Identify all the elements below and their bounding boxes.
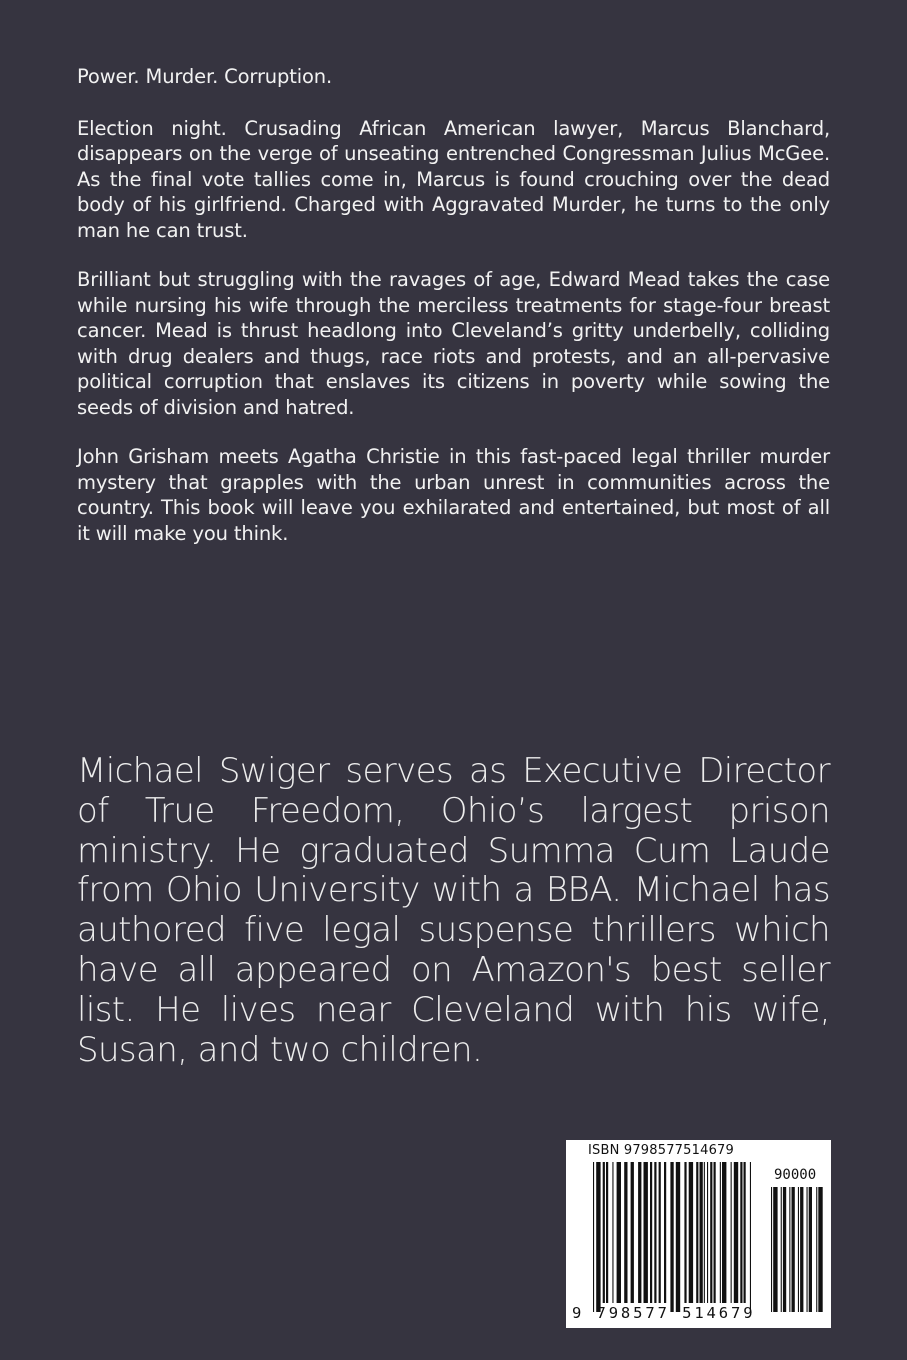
barcode-bar (710, 1162, 712, 1303)
price-addon-bars (771, 1187, 823, 1312)
barcode-bar (734, 1162, 738, 1303)
barcode-bar (783, 1187, 786, 1312)
barcode-bar (684, 1162, 686, 1303)
barcode-bar (773, 1187, 777, 1312)
isbn-digits: 9 798577 514679 (572, 1304, 756, 1322)
barcode-bar (744, 1162, 746, 1303)
barcode-bar (700, 1162, 703, 1303)
barcode-bar (596, 1162, 600, 1312)
barcode-bar (740, 1162, 742, 1303)
author-bio: Michael Swiger serves as Executive Director of True Freedom, Ohio’s largest prison ministry. He graduated Summa Cum Laude from Ohio University with a BBA. Michael has authored five legal suspense thrillers which have all appeared on Amazon's best seller list. He lives near Cleveland with his wife, Susan, and two children. (77, 751, 830, 1070)
barcode-bar (707, 1162, 708, 1303)
barcode-bar (771, 1187, 772, 1312)
blurb-paragraph-3: John Grisham meets Agatha Christie in this fast-paced legal thriller murder mystery that grapples with the urban unrest in communities across the country. This book will leave you exhilarated and entertained, but most of all it will make you think. (77, 445, 830, 545)
blurb-paragraph-2: Brilliant but struggling with the ravages of age, Edward Mead takes the case while nursing his wife through the merciless treatments for stage-four breast cancer. Mead is thrust headlong into Cleveland’s gritty underbelly, colliding with drug dealers and thugs, race riots and protests, and an all-pervasive political corruption that enslaves its citizens in poverty while sowing the seeds of division and hatred. (77, 268, 830, 419)
barcode-bar (809, 1187, 812, 1312)
barcode-bar (624, 1162, 627, 1303)
isbn-label: ISBN 9798577514679 (588, 1143, 734, 1158)
barcode-bar (750, 1162, 751, 1312)
barcode-bar (638, 1162, 641, 1303)
barcode-bar (789, 1187, 790, 1312)
barcode-bar (818, 1187, 822, 1312)
barcode-bar (696, 1162, 698, 1303)
blurb-paragraph-1: Election night. Crusading African American lawyer, Marcus Blanchard, disappears on the verge of unseating entrenched Congressman Julius McGee. As the final vote tallies come in, Marcus is found crouching over the dead body of his girlfriend. Charged with Aggravated Murder, he turns to the only man he can trust. (77, 116, 830, 242)
barcode-bar (617, 1162, 621, 1303)
isbn-barcode (566, 1140, 831, 1328)
barcode-bar (631, 1162, 634, 1303)
barcode-bar (650, 1162, 652, 1303)
barcode-bar (612, 1162, 613, 1303)
barcode-bar (603, 1162, 605, 1303)
barcode-bar (644, 1162, 648, 1303)
barcode-bar (714, 1162, 716, 1303)
barcode-bar (807, 1187, 808, 1312)
barcode-bar (606, 1162, 608, 1303)
barcode-bar (670, 1162, 673, 1312)
price-code: 90000 (774, 1167, 817, 1183)
main-barcode-bars (593, 1162, 751, 1312)
barcode-bar (659, 1162, 661, 1303)
barcode-bar (781, 1187, 782, 1312)
barcode-bar (731, 1162, 732, 1303)
barcode-bar (720, 1162, 721, 1303)
barcode-bar (654, 1162, 656, 1303)
barcode-bar (722, 1162, 726, 1303)
barcode-bar (798, 1187, 799, 1312)
barcode-bar (792, 1187, 795, 1312)
barcode-bar (816, 1187, 817, 1312)
barcode-bar (664, 1162, 666, 1303)
book-blurb (77, 64, 830, 570)
barcode-bar (676, 1162, 680, 1312)
barcode-bar (704, 1162, 705, 1303)
barcode-bar (593, 1162, 594, 1312)
barcode-bar (689, 1162, 693, 1303)
barcode-bar (800, 1187, 803, 1312)
tagline: Power. Murder. Corruption. (77, 65, 333, 88)
